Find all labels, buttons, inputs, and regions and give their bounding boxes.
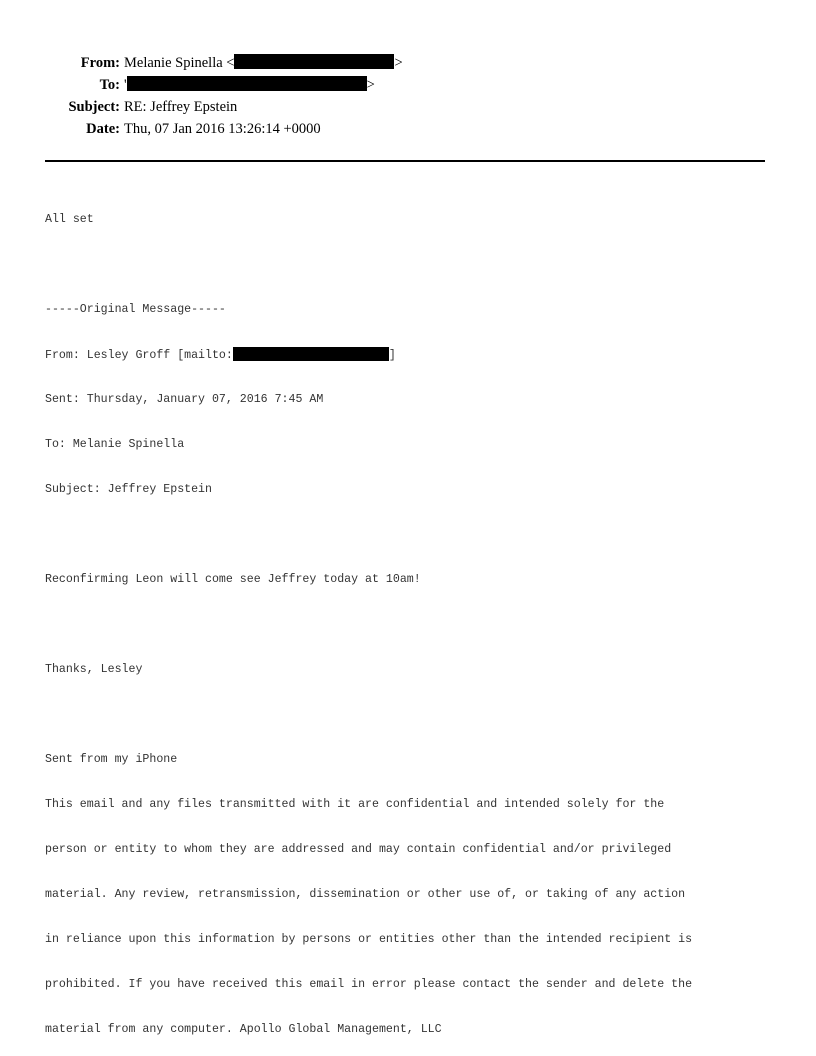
to-row [0, 74, 816, 96]
redaction-block [127, 76, 367, 91]
date-row [0, 118, 816, 140]
message-text: Reconfirming Leon will come see Jeffrey today at 10am! [45, 573, 421, 586]
original-from-prefix: From: Lesley Groff [mailto: [45, 349, 233, 362]
blank-line [45, 527, 785, 542]
original-sent: Sent: Thursday, January 07, 2016 7:45 AM [45, 393, 324, 406]
signoff-text: Thanks, Lesley [45, 663, 143, 676]
email-body [45, 182, 785, 1052]
disclaimer-line: person or entity to whom they are addressed and may contain confidential and/or privileged [45, 843, 672, 856]
header-divider [45, 160, 765, 162]
blank-line [45, 257, 785, 272]
reply-text: All set [45, 213, 94, 226]
subject-label: Subject: [68, 99, 120, 115]
from-end: > [394, 55, 403, 71]
to-end: > [366, 77, 375, 93]
blank-line [45, 617, 785, 632]
to-label: To: [99, 77, 120, 93]
disclaimer-line: in reliance upon this information by persons or entities other than the intended recipient is [45, 933, 693, 946]
original-subject: Subject: Jeffrey Epstein [45, 483, 212, 496]
to-prefix: ' [124, 77, 127, 93]
subject-row [0, 96, 816, 118]
subject-value: RE: Jeffrey Epstein [124, 99, 238, 115]
from-name: Melanie Spinella < [124, 55, 235, 71]
original-from-suffix: ] [388, 349, 396, 362]
blank-line [45, 707, 785, 722]
disclaimer-line: This email and any files transmitted with it are confidential and intended solely for the [45, 798, 665, 811]
email-header [0, 52, 816, 140]
disclaimer-line: material. Any review, retransmission, dissemination or other use of, or taking of any action [45, 888, 686, 901]
disclaimer-line: prohibited. If you have received this email in error please contact the sender and delete the [45, 978, 693, 991]
from-label: From: [80, 55, 120, 71]
from-row [0, 52, 816, 74]
device-signature: Sent from my iPhone [45, 753, 178, 766]
original-from [45, 347, 785, 362]
original-separator: -----Original Message----- [45, 303, 226, 316]
original-to: To: Melanie Spinella [45, 438, 185, 451]
to-value [124, 74, 375, 96]
disclaimer-line: material from any computer. Apollo Global Management, LLC [45, 1023, 442, 1036]
date-value: Thu, 07 Jan 2016 13:26:14 +0000 [124, 121, 321, 137]
redaction-block [234, 54, 394, 69]
from-value [124, 52, 403, 74]
redaction-block [233, 347, 389, 361]
date-label: Date: [86, 121, 120, 137]
